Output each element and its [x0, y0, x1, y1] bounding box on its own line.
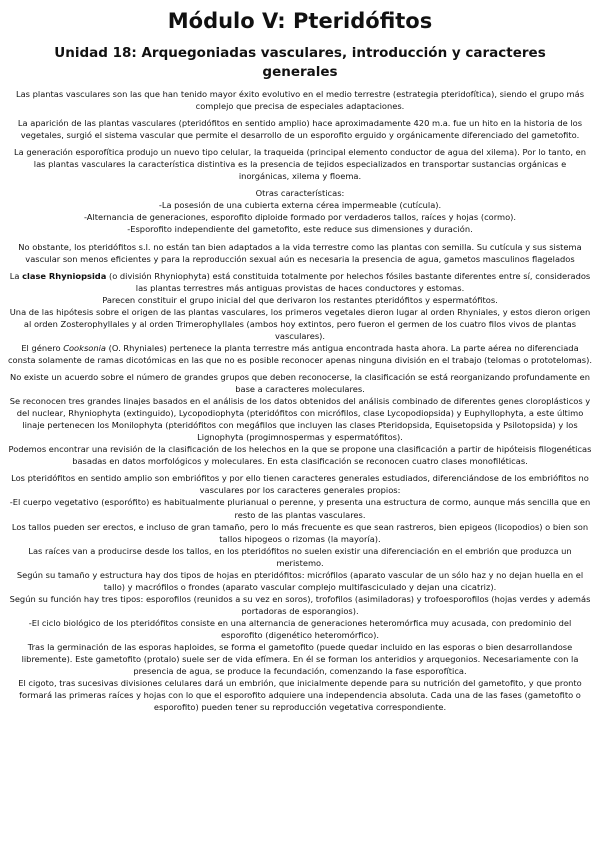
paragraph: [8, 342, 592, 366]
paragraph: Una de las hipótesis sobre el origen de las plantas vasculares, los primeros vegetales dieron lugar al orden Rhyniales, y estos dieron origen al orden Zosterophyllales y al orden Trimerophyllales (ambos hoy extintos, pero fueron el germen de los cuatro filos vivos de plantas vasculares).: [9, 306, 591, 341]
list-item: -Esporofito independiente del gametofito, este reduce sus dimensiones y duración.: [127, 224, 473, 235]
paragraph: Tras la germinación de las esporas haploides, se forma el gametofito (puede quedar incluido en las esporas o bien desarrollandose libremente). Este gametofito (protalo) suele ser de vida efímera. En él se forman los anteridios y arquegonios. Necesariamente con la presencia de agua, se produce la fecundación, comenzando la fase esporofítica.: [21, 642, 579, 677]
paragraph: La generación esporofítica produjo un nuevo tipo celular, la traqueida (principal elemento conductor de agua del xilema). Por lo tanto, en las plantas vasculares la característica distintiva es la presencia de tejidos especializados en transportar sustancias orgánicas e inorgánicas, xilema y floema.: [14, 147, 586, 182]
italic-term: Cooksonia: [63, 342, 106, 353]
text-run: (o división Rhyniophyta) está constituida totalmente por helechos fósiles bastante diferentes entre sí, considerados las plantas terrestres más antiguas provistas de haces conductores y estomas.: [106, 270, 591, 293]
list-item: -La posesión de una cubierta externa cérea impermeable (cutícula).: [158, 200, 442, 211]
paragraph: Parecen constituir el grupo inicial del que derivaron los restantes pteridófitos y espermatófitos.: [102, 294, 498, 305]
paragraph: La aparición de las plantas vasculares (pteridófitos en sentido amplio) hace aproximadamente 420 m.a. fue un hito en la historia de los vegetales, surgió el sistema vascular que permite el desarrollo de un esporofito erguido y orgánicamente diferenciado del gametofito.: [17, 118, 583, 141]
paragraph: Los pteridófitos en sentido amplio son embriófitos y por ello tienen caracteres generales estudiados, diferenciándose de los embriófitos no vasculares por los caracteres generales propios:: [11, 473, 589, 496]
text-run: La: [9, 270, 23, 281]
text-run: (O. Rhyniales) pertenece la planta terrestre más antigua encontrada hasta ahora. La parte aérea no diferenciada consta solamente de ramas dicotómicas en las que no es posible reconocer apenas ninguna división en el trabajo (telomas o prototelomas).: [8, 342, 592, 365]
paragraph: No existe un acuerdo sobre el número de grandes grupos que deben reconocerse, la clasificación se está reorganizando profundamente en base a caracteres moleculares.: [10, 371, 590, 395]
list-item: -El cuerpo vegetativo (esporófito) es habitualmente plurianual o perenne, y presenta una estructura de cormo, aunque más sencilla que en resto de las plantas vasculares.: [9, 497, 591, 520]
paragraph: [8, 270, 592, 294]
paragraph: Otras características:: [255, 188, 345, 199]
paragraph: Según su tamaño y estructura hay dos tipos de hojas en pteridófitos: micrófilos (aparato vascular de un sólo haz y no dejan huella en el tallo) y macrófilos o frondes (aparato vascular complejo multifasciculado y dejan una cicatriz).: [16, 569, 584, 592]
document-body: [8, 88, 592, 713]
list-item: -El ciclo biológico de los pteridófitos consiste en una alternancia de generaciones heteromórfica muy acusada, con predominio del esporofito (digenético heteromórfico).: [28, 617, 572, 640]
bold-term: clase Rhyniopsida: [22, 270, 107, 281]
paragraph: Las raíces van a producirse desde los tallos, en los pteridófitos no suelen existir una diferenciación en el embrión que produzca un meristemo.: [28, 545, 572, 568]
text-run: El género: [21, 342, 64, 353]
page-title: Módulo V: Pteridófitos: [167, 9, 433, 33]
paragraph: El cigoto, tras sucesivas divisiones celulares dará un embrión, que inicialmente depende para su nutrición del gametofito, y que pronto formará las primeras raíces y hojas con lo que el esporofito adquiere una independencia absoluta. Cada una de las fases (gametofito o esporofito) pueden tener su reproducción vegetativa correspondiente.: [18, 678, 582, 713]
paragraph: Según su función hay tres tipos: esporofilos (reunidos a su vez en soros), trofofilos (asimiladoras) y trofoesporofilos (hojas verdes y además portadoras de esporangios).: [9, 593, 591, 616]
paragraph: Podemos encontrar una revisión de la clasificación de los helechos en la que se propone una clasificación a partir de hipóteisis filogenéticas basadas en datos morfológicos y moleculares. En esta clasificación se reconocen cuatro clases monofiléticas.: [8, 444, 592, 467]
unit-subtitle: Unidad 18: Arquegoniadas vasculares, introducción y caracteres generales: [54, 45, 546, 80]
paragraph: No obstante, los pteridófitos s.l. no están tan bien adaptados a la vida terrestre como las plantas con semilla. Su cutícula y sus sistema vascular son menos eficientes y para la reproducción sexual aún es necesaria la presencia de agua, gametos masculinos flagelados: [18, 241, 582, 264]
paragraph: Los tallos pueden ser erectos, e incluso de gran tamaño, pero lo más frecuente es que sean rastreros, bien epigeos (licopodios) o bien son tallos hipogeos o rizomas (la mayoría).: [11, 521, 589, 544]
paragraph: Se reconocen tres grandes linajes basados en el análisis de los datos obtenidos del análisis combinado de diferentes genes cloroplásticos y del nuclear, Rhyniophyta (extinguido), Lycopodiophyta (pteridófitos con micrófilos, clase Lycopodiopsida) y Euphyllophyta, a este último linaje pertenecen los Monilophyta (pteridófitos con megáfilos que incluyen las clases Pteridopsida, Equisetopsida y Psilotopsida) y los Lignophyta (progimnospermas y espermatófitos).: [9, 396, 591, 443]
list-item: -Alternancia de generaciones, esporofito diploide formado por verdaderos tallos, raíces y hojas (cormo).: [83, 212, 517, 223]
paragraph: Las plantas vasculares son las que han tenido mayor éxito evolutivo en el medio terrestre (estrategia pteridofítica), siendo el grupo más complejo que precisa de especiales adaptaciones.: [15, 89, 585, 112]
